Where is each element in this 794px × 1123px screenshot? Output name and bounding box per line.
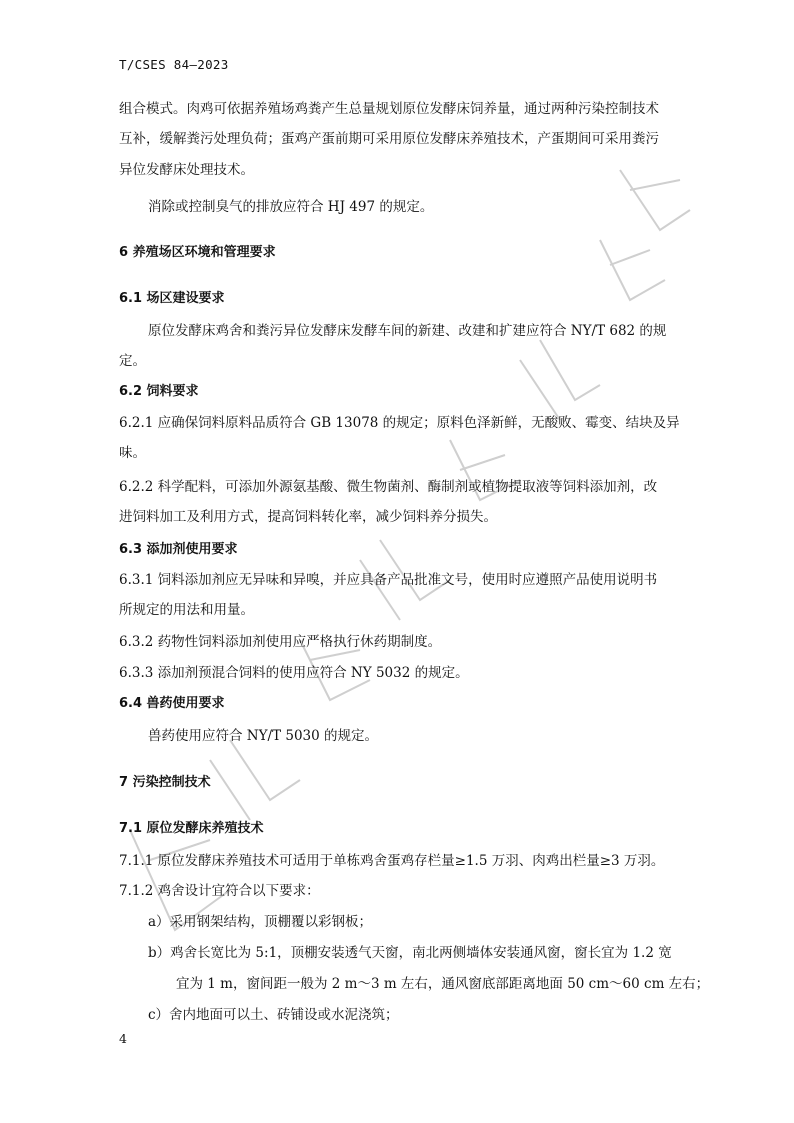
page-number: 4	[119, 1031, 127, 1046]
subsection-heading: 6.1 场区建设要求	[119, 291, 225, 306]
paragraph-line: 原位发酵床鸡舍和粪污异位发酵床发酵车间的新建、改建和扩建应符合 NY/T 682 的规	[148, 323, 667, 339]
paragraph-line: 互补，缓解粪污处理负荷；蛋鸡产蛋前期可采用原位发酵床养殖技术，产蛋期间可采用粪污	[119, 131, 659, 147]
list-item: b）鸡舍长宽比为 5:1，顶棚安装透气天窗，南北两侧墙体安装通风窗，窗长宜为 1.2 宽	[148, 945, 672, 961]
section-heading: 6 养殖场区环境和管理要求	[119, 245, 276, 260]
paragraph-line: 消除或控制臭气的排放应符合 HJ 497 的规定。	[148, 199, 434, 215]
clause-line: 6.2.1 应确保饲料原料品质符合 GB 13078 的规定；原料色泽新鲜，无酸败、霉变、结块及异	[119, 415, 680, 431]
paragraph-line: 异位发酵床处理技术。	[119, 162, 254, 178]
clause-line: 7.1.1 原位发酵床养殖技术可适用于单栋鸡舍蛋鸡存栏量≥1.5 万羽、肉鸡出栏量≥3 万羽。	[119, 853, 665, 869]
subsection-heading: 6.4 兽药使用要求	[119, 696, 225, 711]
clause-line: 6.3.3 添加剂预混合饲料的使用应符合 NY 5032 的规定。	[119, 665, 469, 681]
clause-line: 进饲料加工及利用方式，提高饲料转化率，减少饲料养分损失。	[119, 509, 497, 525]
paragraph-line: 组合模式。肉鸡可依据养殖场鸡粪产生总量规划原位发酵床饲养量，通过两种污染控制技术	[119, 101, 659, 117]
subsection-heading: 6.3 添加剂使用要求	[119, 542, 238, 557]
list-item: a）采用钢架结构，顶棚覆以彩钢板；	[148, 914, 373, 930]
clause-line: 味。	[119, 445, 146, 461]
subsection-heading: 6.2 饲料要求	[119, 384, 199, 399]
section-heading: 7 污染控制技术	[119, 775, 211, 790]
paragraph-line: 定。	[119, 353, 146, 369]
clause-line: 6.3.2 药物性饲料添加剂使用应严格执行休药期制度。	[119, 634, 442, 650]
clause-line: 所规定的用法和用量。	[119, 602, 254, 618]
paragraph-line: 兽药使用应符合 NY/T 5030 的规定。	[148, 728, 379, 744]
document-code: T/CSES 84—2023	[119, 57, 229, 72]
clause-line: 7.1.2 鸡舍设计宜符合以下要求：	[119, 883, 320, 899]
subsection-heading: 7.1 原位发酵床养殖技术	[119, 821, 264, 836]
clause-line: 6.2.2 科学配料，可添加外源氨基酸、微生物菌剂、酶制剂或植物提取液等饲料添加剂，改	[119, 479, 658, 495]
list-item-continuation: 宜为 1 m，窗间距一般为 2 m～3 m 左右，通风窗底部距离地面 50 cm～60 cm 左右；	[176, 976, 710, 992]
list-item: c）舍内地面可以土、砖铺设或水泥浇筑；	[148, 1007, 399, 1023]
clause-line: 6.3.1 饲料添加剂应无异味和异嗅，并应具备产品批准文号，使用时应遵照产品使用说明书	[119, 572, 658, 588]
